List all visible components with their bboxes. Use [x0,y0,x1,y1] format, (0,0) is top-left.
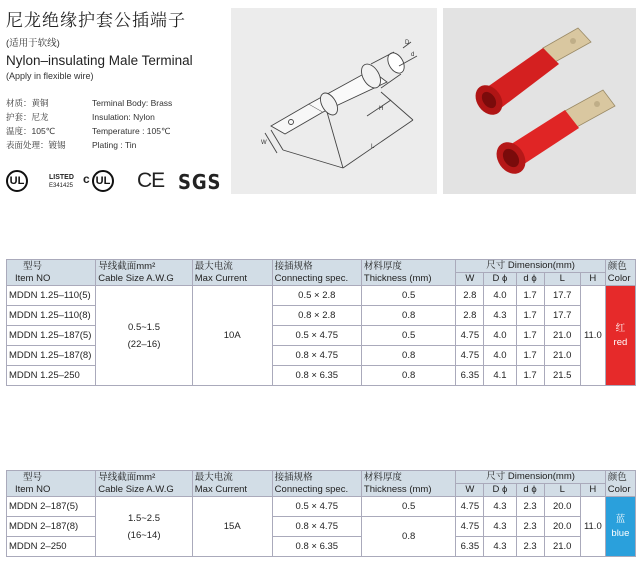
spec-temperature-cn: 温度：105℃ [6,126,56,136]
col-D: D ϕ [484,484,516,497]
color-swatch-red: 红 red [605,286,635,386]
h-cell: 11.0 [580,497,605,557]
spec-plating-cn: 表面处理：镀锡 [6,140,66,150]
col-thickness: 材料厚度 Thickness (mm) [361,471,455,497]
col-max-current: 最大电流 Max Current [192,260,272,286]
h-cell: 11.0 [580,286,605,386]
col-cable-size: 导线截面mm² Cable Size A.W.G [96,260,193,286]
spec-temperature-en: Temperature : 105℃ [92,126,171,136]
col-w: W [456,273,484,286]
max-current-cell: 15A [192,497,272,557]
diagram-label-H: H [379,106,384,112]
ul-logo: UL [6,170,28,192]
table-header-row [7,260,636,273]
table-header-row [7,471,636,484]
red-terminals-image [443,8,636,194]
col-dimension: 尺寸 Dimension(mm) [456,260,605,273]
col-w: W [456,484,484,497]
spec-material-en: Terminal Body: Brass [92,98,173,108]
col-l: L [544,273,580,286]
col-l: L [544,484,580,497]
table-row: MDDN 1.25–187(8) 0.8 × 4.75 0.8 4.75 4.0 1.7 21.0 [7,346,636,366]
table-row: MDDN 2–187(8) 0.8 × 4.75 0.8 4.75 4.3 2.3 20.0 [7,517,636,537]
col-connecting-spec: 接插规格 Connecting spec. [272,471,361,497]
col-cable-size: 导线截面mm² Cable Size A.W.G [96,471,193,497]
max-current-cell: 10A [192,286,272,386]
product-photo [443,8,636,194]
spec-material-cn: 材质：黄铜 [6,98,49,108]
terminal-drawing [231,8,437,194]
ce-logo: CE [137,169,165,192]
specs-en-list [92,96,172,152]
ul-listed-mark: LISTED E341425 [49,174,74,189]
table-row: MDDN 2–250 0.8 × 6.35 6.35 4.3 2.3 21.0 [7,537,636,557]
table-row: MDDN 1.25–110(8) 0.8 × 2.8 0.8 2.8 4.3 1.7 17.7 [7,306,636,326]
table-row: MDDN 1.25–110(5) 0.5~1.5 (22–16) 10A 0.5 × 2.8 0.5 2.8 4.0 1.7 17.7 11.0 红 red [7,286,636,306]
col-model: 型号 Item NO [7,260,96,286]
col-connecting-spec: 接插规格 Connecting spec. [272,260,361,286]
diagram-label-d: d [411,52,415,58]
page-subtitle-en: (Apply in flexible wire) [6,71,94,81]
page-title-en: Nylon–insulating Male Terminal [6,53,193,68]
diagram-label-L: L [371,144,375,150]
table-row: MDDN 1.25–187(5) 0.5 × 4.75 0.5 4.75 4.0 1.7 21.0 [7,326,636,346]
col-model: 型号 Item NO [7,471,96,497]
cul-logo: UL [92,170,114,192]
cable-size-cell: 0.5~1.5 (22–16) [96,286,193,386]
spec-table-red [6,259,636,386]
spec-plating-en: Plating : Tin [92,140,137,150]
color-swatch-blue: 蓝 blue [605,497,635,557]
col-h: H [580,484,605,497]
cable-size-cell: 1.5~2.5 (16~14) [96,497,193,557]
col-color: 颜色 Color [605,471,635,497]
dimension-diagram [231,8,437,194]
diagram-label-D: D [405,40,410,46]
col-thickness: 材料厚度 Thickness (mm) [361,260,455,286]
col-d: d ϕ [516,273,544,286]
diagram-label-W: W [261,140,267,146]
spec-insulation-en: Insulation: Nylon [92,112,155,122]
col-max-current: 最大电流 Max Current [192,471,272,497]
page-subtitle-cn: (适用于软线) [6,38,60,49]
sgs-logo: SGS [178,170,222,194]
table-row: MDDN 1.25–250 0.8 × 6.35 0.8 6.35 4.1 1.7 21.5 [7,366,636,386]
col-color: 颜色 Color [605,260,635,286]
spec-table-blue [6,470,636,557]
table-row: MDDN 2–187(5) 1.5~2.5 (16~14) 15A 0.5 × 4.75 0.5 4.75 4.3 2.3 20.0 11.0 蓝 blue [7,497,636,517]
cul-c-mark: c [83,172,90,186]
col-d: d ϕ [516,484,544,497]
col-h: H [580,273,605,286]
certification-logos [4,168,224,196]
specs-cn-list [6,96,66,152]
spec-insulation-cn: 护套：尼龙 [6,112,49,122]
page-title-cn: 尼龙绝缘护套公插端子 [6,11,186,30]
col-D: D ϕ [484,273,516,286]
col-dimension: 尺寸 Dimension(mm) [456,471,605,484]
